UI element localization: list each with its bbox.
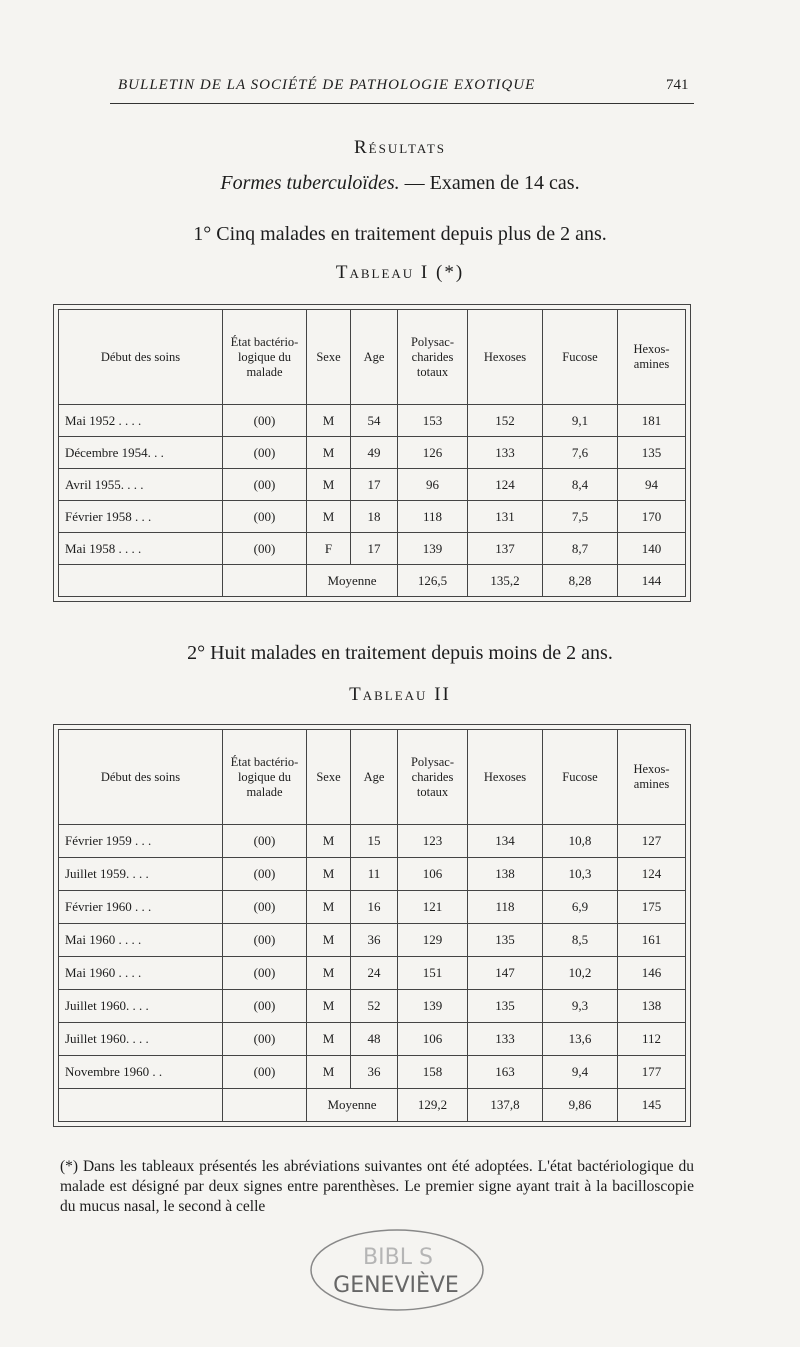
table-cell: 94 [618,469,686,501]
average-label: Moyenne [307,1089,398,1122]
table-cell: 9,4 [543,1056,618,1089]
stamp-line1: BIBL S [363,1245,433,1270]
table-cell: 139 [398,533,468,565]
table-cell: 153 [398,405,468,437]
table-cell: 8,7 [543,533,618,565]
table-row [59,858,686,891]
table-cell: 163 [468,1056,543,1089]
table-row [59,533,686,565]
column-header: Fucose [543,730,618,825]
running-title: BULLETIN DE LA SOCIÉTÉ DE PATHOLOGIE EXOTIQUE [118,77,536,93]
table-row [59,405,686,437]
table-row [59,501,686,533]
table-cell: M [307,891,351,924]
table1-body [59,405,686,597]
table2-header-row [59,730,686,825]
section-subtitle [0,172,800,195]
subtitle-italic: Formes tuberculoïdes. [220,172,400,194]
table-cell: 161 [618,924,686,957]
column-header: Hexoses [468,310,543,405]
table-cell: 147 [468,957,543,990]
stamp-line2: GENEVIÈVE [333,1273,459,1298]
table-cell: 36 [351,924,398,957]
subtitle-rest: — Examen de 14 cas. [399,172,580,194]
table-row [59,957,686,990]
table-cell: 138 [618,990,686,1023]
average-value: 145 [618,1089,686,1122]
table-cell: (00) [223,405,307,437]
table-cell: Juillet 1960. . . . [59,1023,223,1056]
table-cell: 121 [398,891,468,924]
table-cell: 6,9 [543,891,618,924]
table-cell: (00) [223,858,307,891]
table-cell: (00) [223,533,307,565]
table-cell: Avril 1955. . . . [59,469,223,501]
table-cell: 135 [618,437,686,469]
table-row [59,990,686,1023]
table-cell: M [307,825,351,858]
table-cell: Mai 1952 . . . . [59,405,223,437]
table-cell: 9,1 [543,405,618,437]
average-row [59,1089,686,1122]
group1-heading: 1° Cinq malades en traitement depuis plus de 2 ans. [193,223,607,245]
table-cell: Février 1959 . . . [59,825,223,858]
table-cell: 7,6 [543,437,618,469]
table-cell: 17 [351,533,398,565]
table-cell: 17 [351,469,398,501]
table-cell: 137 [468,533,543,565]
average-value: 126,5 [398,565,468,597]
table-cell: 10,8 [543,825,618,858]
table-cell: 54 [351,405,398,437]
table-row [59,924,686,957]
column-header: Hexos-amines [618,310,686,405]
empty-cell [223,1089,307,1122]
column-header: Fucose [543,310,618,405]
column-header: Sexe [307,730,351,825]
table-cell: Juillet 1960. . . . [59,990,223,1023]
table-cell: 8,5 [543,924,618,957]
table-cell: M [307,501,351,533]
table-row [59,1023,686,1056]
table-cell: 36 [351,1056,398,1089]
table-cell: 138 [468,858,543,891]
table-cell: 181 [618,405,686,437]
table-cell: 140 [618,533,686,565]
table2-body [59,825,686,1122]
table-cell: 158 [398,1056,468,1089]
table-cell: (00) [223,891,307,924]
table1-caption: Tableau I (*) [335,262,465,283]
table-cell: M [307,957,351,990]
table-cell: (00) [223,501,307,533]
section-title: Résultats [354,137,446,158]
table-row [59,825,686,858]
table-cell: 133 [468,1023,543,1056]
table-cell: 16 [351,891,398,924]
table-cell: 123 [398,825,468,858]
table-row [59,1056,686,1089]
table-cell: 124 [618,858,686,891]
table-cell: M [307,858,351,891]
table-cell: (00) [223,469,307,501]
average-value: 144 [618,565,686,597]
table-cell: 10,3 [543,858,618,891]
column-header: État bactério-logique du malade [223,730,307,825]
footnote: (*) Dans les tableaux présentés les abréviations suivantes ont été adoptées. L'état bactériologique du malade est désigné par deux signes entre parenthèses. Le premier signe ayant trait à la bacilloscopie du mucus nasal, le second à celle [60,1158,694,1215]
table-cell: M [307,990,351,1023]
table-cell: Décembre 1954. . . [59,437,223,469]
table-cell: M [307,437,351,469]
table-cell: 126 [398,437,468,469]
table2-caption: Tableau II [349,684,451,705]
table-cell: (00) [223,924,307,957]
running-head [0,74,800,104]
table1-header-row [59,310,686,405]
average-row [59,565,686,597]
column-header: Polysac-charides totaux [398,310,468,405]
table-row [59,437,686,469]
table-cell: 96 [398,469,468,501]
table-cell: Février 1958 . . . [59,501,223,533]
table-cell: 106 [398,1023,468,1056]
table-cell: Mai 1960 . . . . [59,924,223,957]
table-row [59,469,686,501]
table-cell: (00) [223,957,307,990]
table-cell: 52 [351,990,398,1023]
empty-cell [59,1089,223,1122]
empty-cell [59,565,223,597]
average-value: 9,86 [543,1089,618,1122]
column-header: Age [351,730,398,825]
average-value: 135,2 [468,565,543,597]
table-cell: 131 [468,501,543,533]
group2-heading: 2° Huit malades en traitement depuis moins de 2 ans. [187,642,613,664]
average-value: 129,2 [398,1089,468,1122]
table-cell: (00) [223,990,307,1023]
table-cell: 11 [351,858,398,891]
table-cell: 7,5 [543,501,618,533]
column-header: Hexoses [468,730,543,825]
table-cell: (00) [223,437,307,469]
table-cell: 129 [398,924,468,957]
table-cell: Février 1960 . . . [59,891,223,924]
table-cell: (00) [223,1023,307,1056]
table-cell: 177 [618,1056,686,1089]
table-cell: M [307,1056,351,1089]
column-header: Début des soins [59,730,223,825]
table-cell: 10,2 [543,957,618,990]
average-value: 8,28 [543,565,618,597]
table-cell: 170 [618,501,686,533]
column-header: Age [351,310,398,405]
table-cell: 134 [468,825,543,858]
average-label: Moyenne [307,565,398,597]
table-cell: 135 [468,990,543,1023]
table-cell: 152 [468,405,543,437]
table-cell: 9,3 [543,990,618,1023]
table-cell: 112 [618,1023,686,1056]
table-cell: M [307,924,351,957]
table-cell: 146 [618,957,686,990]
table-cell: 106 [398,858,468,891]
table-cell: 124 [468,469,543,501]
table-cell: 135 [468,924,543,957]
library-stamp [306,1222,488,1318]
table-cell: 13,6 [543,1023,618,1056]
table-cell: 127 [618,825,686,858]
table1 [58,309,686,597]
table-cell: Juillet 1959. . . . [59,858,223,891]
table-cell: M [307,1023,351,1056]
column-header: Hexos-amines [618,730,686,825]
column-header: Début des soins [59,310,223,405]
column-header: Sexe [307,310,351,405]
header-rule [110,103,694,104]
table2 [58,729,686,1122]
column-header: État bactério-logique du malade [223,310,307,405]
table-cell: (00) [223,1056,307,1089]
table-cell: 118 [398,501,468,533]
table-cell: M [307,469,351,501]
table-cell: F [307,533,351,565]
table-cell: M [307,405,351,437]
table-cell: Novembre 1960 . . [59,1056,223,1089]
table-cell: 18 [351,501,398,533]
table-row [59,891,686,924]
table-cell: 151 [398,957,468,990]
table-cell: 118 [468,891,543,924]
table-cell: Mai 1958 . . . . [59,533,223,565]
table-cell: 139 [398,990,468,1023]
table-cell: 49 [351,437,398,469]
table-cell: (00) [223,825,307,858]
table-cell: 175 [618,891,686,924]
table-cell: 24 [351,957,398,990]
table-cell: 133 [468,437,543,469]
page-number: 741 [666,77,689,93]
table-cell: 8,4 [543,469,618,501]
table-cell: Mai 1960 . . . . [59,957,223,990]
average-value: 137,8 [468,1089,543,1122]
table-cell: 48 [351,1023,398,1056]
empty-cell [223,565,307,597]
table-cell: 15 [351,825,398,858]
column-header: Polysac-charides totaux [398,730,468,825]
